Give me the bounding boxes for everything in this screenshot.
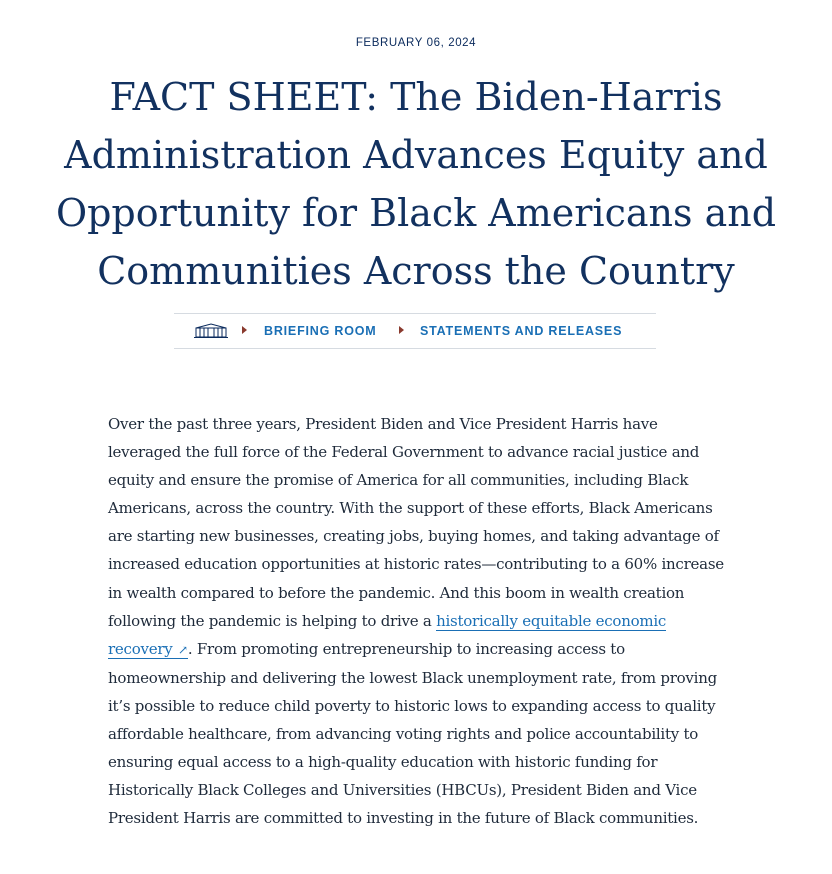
breadcrumb bbox=[174, 313, 656, 349]
breadcrumb-briefing-room[interactable]: BRIEFING ROOM bbox=[264, 324, 377, 338]
caret-right-icon bbox=[242, 326, 247, 334]
article-body bbox=[108, 410, 728, 832]
page-title: FACT SHEET: The Biden-Harris Administration Advances Equity and Opportunity for Black Americans and Communities Across the Country bbox=[55, 75, 777, 293]
publish-date: FEBRUARY 06, 2024 bbox=[355, 37, 477, 49]
body-text-after-link: . From promoting entrepreneurship to increasing access to homeownership and delivering the lowest Black unemployment rate, from proving it’s possible to reduce child poverty to historic lows to expanding access to quality affordable healthcare, from advancing voting rights and police accountability to ensuring equal access to a high-quality education with historic funding for Historically Black Colleges and Universities (HBCUs), President Biden and Vice President Harris are committed to investing in the future of Black communities. bbox=[108, 639, 717, 828]
body-text-before-link: Over the past three years, President Biden and Vice President Harris have leveraged the full force of the Federal Government to advance racial justice and equity and ensure the promise of America for all communities, including Black Americans, across the country. With the support of these efforts, Black Americans are starting new businesses, creating jobs, buying homes, and taking advantage of increased education opportunities at historic rates—contributing to a 60% increase in wealth compared to before the pandemic. And this boom in wealth creation following the pandemic is helping to drive a bbox=[108, 415, 724, 630]
economic-recovery-link-label: historically equitable economic recovery bbox=[108, 611, 667, 658]
external-link-icon: ↗ bbox=[174, 642, 188, 657]
caret-right-icon bbox=[399, 326, 404, 334]
breadcrumb-statements-and-releases[interactable]: STATEMENTS AND RELEASES bbox=[420, 324, 623, 338]
white-house-icon[interactable] bbox=[194, 323, 228, 338]
